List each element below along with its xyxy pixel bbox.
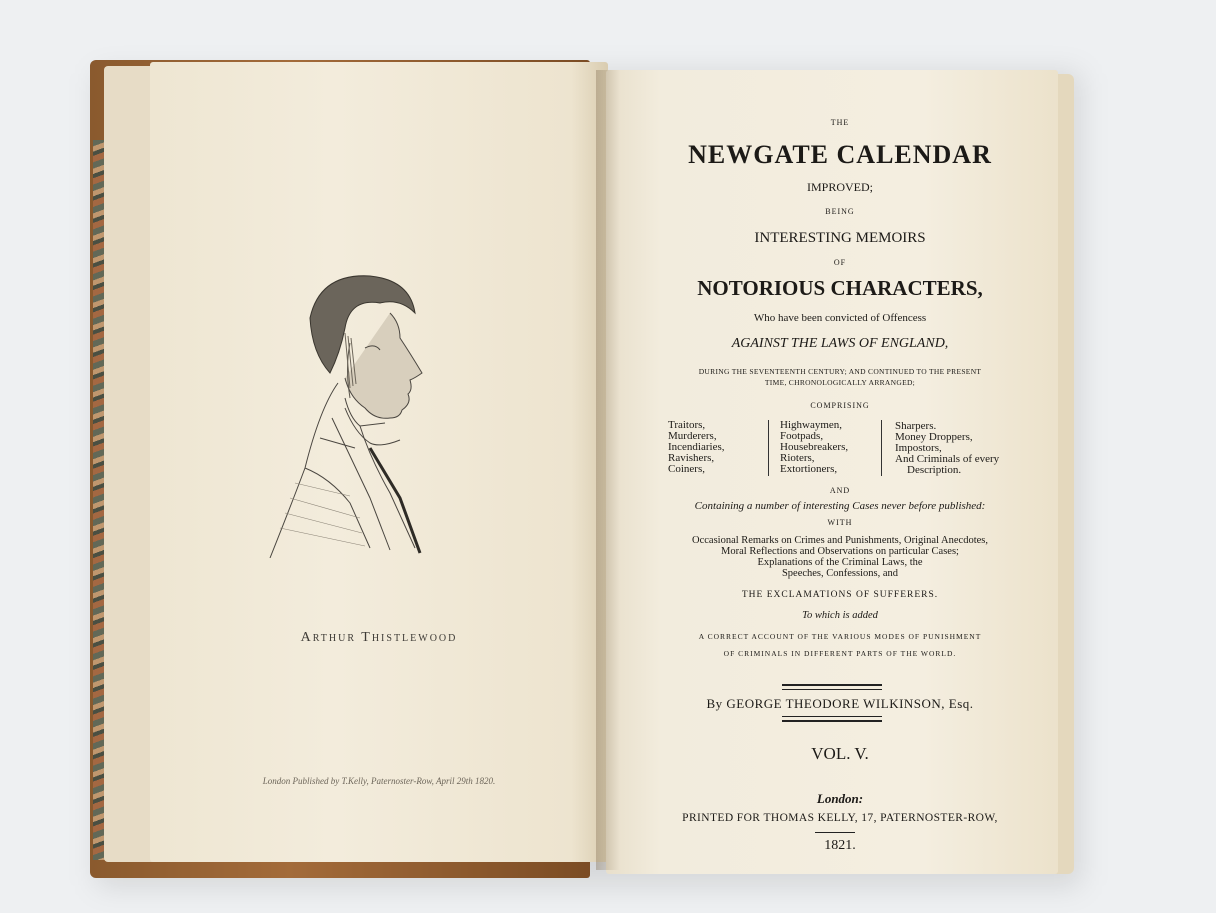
imprint-line: London Published by T.Kelly, Paternoster-Row, April 29th 1820. <box>262 776 496 786</box>
list-item: Sharpers. <box>895 420 937 432</box>
title-remarks-4: Speeches, Confessions, and <box>781 568 899 579</box>
title-of: OF <box>833 258 847 267</box>
title-account-1: A CORRECT ACCOUNT OF THE VARIOUS MODES OF PUNISHMENT <box>698 632 982 641</box>
column-divider <box>768 420 769 476</box>
author-line: By GEORGE THEODORE WILKINSON, Esq. <box>706 696 974 711</box>
list-item: Incendiaries, <box>668 441 725 453</box>
title-being: BEING <box>825 207 855 216</box>
crime-column-3 <box>895 421 999 476</box>
list-item: Housebreakers, <box>780 441 849 453</box>
title-comprising: COMPRISING <box>810 401 870 410</box>
crime-column-1 <box>668 420 725 475</box>
list-item: Ravishers, <box>668 452 715 464</box>
title-remarks-3: Explanations of the Criminal Laws, the <box>757 557 923 568</box>
volume-label: VOL. V. <box>811 744 869 763</box>
title-remarks-1: Occasional Remarks on Crimes and Punishments, Original Anecdotes, <box>692 535 988 546</box>
book-title: NEWGATE CALENDAR <box>688 140 992 169</box>
list-item: Description. <box>907 464 962 476</box>
list-item: Rioters, <box>780 452 815 464</box>
title-characters: NOTORIOUS CHARACTERS, <box>697 276 983 300</box>
title-the: THE <box>830 118 850 127</box>
crime-column-2 <box>780 420 848 475</box>
title-account-2: OF CRIMINALS IN DIFFERENT PARTS OF THE WORLD. <box>723 649 957 658</box>
rule-top <box>782 684 882 686</box>
year-label: 1821. <box>824 838 856 853</box>
title-convicted: Who have been convicted of Offencess <box>753 312 927 324</box>
column-divider <box>881 420 882 476</box>
place-label: London: <box>816 791 864 806</box>
rule-year <box>815 832 855 833</box>
list-item: Highwaymen, <box>780 419 843 431</box>
title-during-1: DURING THE SEVENTEENTH CENTURY; AND CONTINUED TO THE PRESENT <box>698 367 982 376</box>
title-containing: Containing a number of interesting Cases never before published: <box>694 500 986 512</box>
printer-line: PRINTED FOR THOMAS KELLY, 17, PATERNOSTER-ROW, <box>682 812 998 824</box>
list-item: And Criminals of every <box>895 453 1000 465</box>
title-and: AND <box>829 486 851 495</box>
title-added: To which is added <box>802 610 878 621</box>
rule-bottom-thin <box>782 716 882 717</box>
portrait-caption: Arthur Thistlewood <box>300 630 458 645</box>
list-item: Traitors, <box>668 419 706 431</box>
title-remarks-2: Moral Reflections and Observations on particular Cases; <box>721 546 959 557</box>
title-during-2: TIME, CHRONOLOGICALLY ARRANGED; <box>764 378 916 387</box>
rule-top-thin <box>782 689 882 690</box>
list-item: Impostors, <box>895 442 942 454</box>
list-item: Murderers, <box>668 430 717 442</box>
title-improved: IMPROVED; <box>806 180 873 194</box>
list-item: Extortioners, <box>780 463 838 475</box>
title-exclamations: THE EXCLAMATIONS OF SUFFERERS. <box>741 590 939 600</box>
portrait-engraving <box>250 258 450 558</box>
title-with: WITH <box>827 518 853 527</box>
list-item: Footpads, <box>780 430 824 442</box>
title-memoirs: INTERESTING MEMOIRS <box>754 230 926 246</box>
book-gutter <box>596 70 620 870</box>
title-against: AGAINST THE LAWS OF ENGLAND, <box>731 336 949 351</box>
list-item: Coiners, <box>668 463 705 475</box>
rule-bottom <box>782 720 882 722</box>
list-item: Money Droppers, <box>895 431 973 443</box>
